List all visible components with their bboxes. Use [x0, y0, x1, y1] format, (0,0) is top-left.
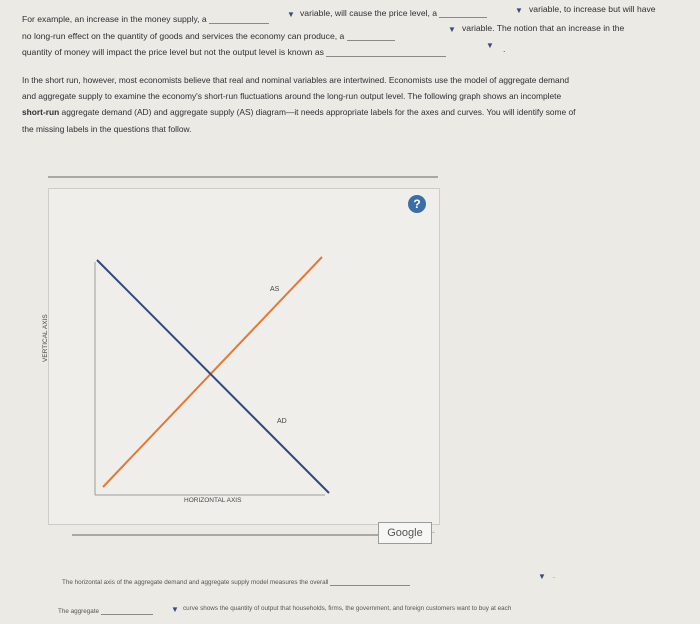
chevron-down-icon[interactable]: ▼ [486, 41, 494, 50]
chevron-down-icon[interactable]: ▼ [171, 605, 179, 614]
intro-text: For example, an increase in the money supply, a [22, 14, 207, 24]
question-2 [58, 607, 153, 615]
question-2b: curve shows the quantity of output that households, firms, the government, and foreign customers want to buy at each [183, 605, 512, 612]
y-axis-label: VERTICAL AXIS [42, 314, 49, 362]
paragraph-line-2: and aggregate supply to examine the economy's short-run fluctuations around the long-run output level. The following graph shows an incomplete [22, 91, 562, 101]
intro-text: variable, will cause the price level, a [300, 8, 438, 18]
dropdown-blank-q2[interactable] [101, 607, 153, 615]
period: . [503, 44, 506, 54]
chevron-down-icon[interactable]: ▼ [287, 10, 295, 19]
question-text: The horizontal axis of the aggregate demand and aggregate supply model measures the overall [62, 579, 329, 586]
chevron-down-icon[interactable]: ▼ [448, 25, 456, 34]
bold-short-run: short-run [22, 107, 60, 117]
x-axis-label: HORIZONTAL AXIS [184, 497, 242, 504]
separator-bottom [72, 534, 378, 536]
minus-icon: - [432, 527, 435, 537]
help-icon[interactable]: ? [408, 195, 426, 213]
paragraph-line-1: In the short run, however, most economists believe that real and nominal variables are intertwined. Economists use the model of aggregate demand [22, 75, 570, 85]
intro-text: variable. The notion that an increase in the [462, 23, 625, 33]
period: . [553, 573, 555, 580]
paragraph-text: aggregate demand (AD) and aggregate supply (AS) diagram—it needs appropriate labels for the axes and curves. You will identify some of [61, 107, 576, 117]
ad-label: AD [277, 418, 287, 425]
dropdown-blank-q1[interactable] [330, 578, 410, 586]
chevron-down-icon[interactable]: ▼ [515, 6, 523, 15]
google-button[interactable]: Google [378, 522, 432, 544]
question-text: The aggregate [58, 608, 99, 615]
question-1 [62, 578, 410, 586]
intro-text: quantity of money will impact the price level but not the output level is known as [22, 47, 324, 57]
paragraph-line-4: the missing labels in the questions that follow. [22, 124, 192, 134]
as-label: AS [270, 286, 280, 293]
chevron-down-icon[interactable]: ▼ [538, 572, 546, 581]
intro-text: variable, to increase but will have [529, 4, 656, 14]
intro-text: no long-run effect on the quantity of goods and services the economy can produce, a [22, 31, 345, 41]
